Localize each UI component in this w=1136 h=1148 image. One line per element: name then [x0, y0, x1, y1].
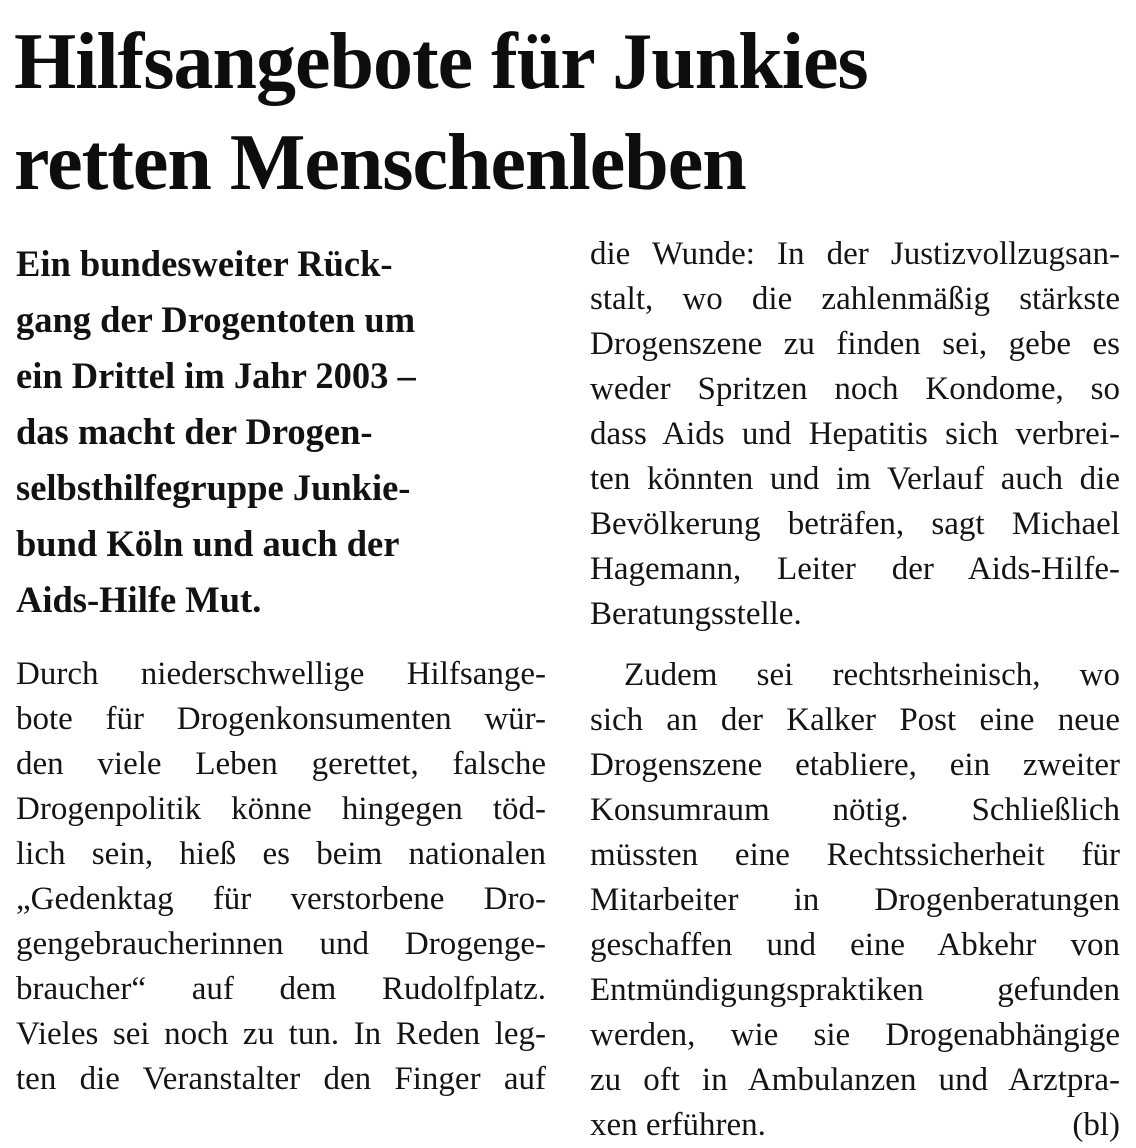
body-line: Bevölkerung beträfen, sagt Michael — [590, 506, 1120, 542]
lead-line: das macht der Drogen- — [16, 411, 373, 452]
headline-line: Hilfsangebote für Junkies — [14, 18, 868, 106]
lead-line: ein Drittel im Jahr 2003 – — [16, 355, 416, 396]
lead-line: bund Köln und auch der — [16, 523, 400, 564]
body-line: weder Spritzen noch Kondome, so — [590, 371, 1120, 407]
body-line: braucher“ auf dem Rudolfplatz. — [16, 971, 546, 1007]
body-right-paragraph-1 — [590, 232, 1120, 637]
body-line: müssten eine Rechtssicherheit für — [590, 837, 1120, 873]
body-line: dass Aids und Hepatitis sich verbrei- — [590, 416, 1120, 452]
body-line: Drogenszene etabliere, ein zweiter — [590, 747, 1120, 783]
body-line: geschaffen und eine Abkehr von — [590, 927, 1120, 963]
body-line: Drogenpolitik könne hingegen töd- — [16, 791, 546, 827]
body-line: Entmündigungspraktiken gefunden — [590, 972, 1120, 1008]
lead-line: Ein bundesweiter Rück- — [16, 243, 393, 284]
paragraph-gap — [590, 637, 1120, 653]
body-line: Hagemann, Leiter der Aids-Hilfe- — [590, 551, 1120, 587]
author-signature: (bl) — [1072, 1107, 1120, 1143]
final-line-text: xen erführen. — [590, 1107, 766, 1143]
headline-line: retten Menschenleben — [14, 119, 746, 207]
body-line: Zudem sei rechtsrheinisch, wo — [624, 657, 1120, 693]
body-line: ten die Veranstalter den Finger auf — [16, 1061, 546, 1097]
body-line: Mitarbeiter in Drogenberatungen — [590, 882, 1120, 918]
body-line: lich sein, hieß es beim nationalen — [16, 836, 546, 872]
body-line: Drogenszene zu finden sei, gebe es — [590, 326, 1120, 362]
body-line: werden, wie sie Drogenabhängige — [590, 1017, 1120, 1053]
body-line: die Wunde: In der Justizvollzugsan- — [590, 236, 1120, 272]
body-line: gengebraucherinnen und Drogenge- — [16, 926, 546, 962]
article-headline — [14, 12, 1124, 214]
body-line: ten könnten und im Verlauf auch die — [590, 461, 1120, 497]
lead-line: gang der Drogentoten um — [16, 299, 416, 340]
body-line: sich an der Kalker Post eine neue — [590, 702, 1120, 738]
body-line: bote für Drogenkonsumenten wür- — [16, 701, 546, 737]
body-line: Vieles sei noch zu tun. In Reden leg- — [16, 1016, 546, 1052]
body-line: „Gedenktag für verstorbene Dro- — [16, 881, 546, 917]
body-line: Beratungsstelle. — [590, 596, 802, 632]
final-line — [590, 1103, 1120, 1148]
body-line: stalt, wo die zahlenmäßig stärkste — [590, 281, 1120, 317]
body-line: Durch niederschwellige Hilfsange- — [16, 656, 546, 692]
right-column — [590, 232, 1120, 1148]
lead-line: Aids-Hilfe Mut. — [16, 579, 262, 620]
lead-line: selbsthilfegruppe Junkie- — [16, 467, 411, 508]
body-line: zu oft in Ambulanzen und Arztpra- — [590, 1062, 1120, 1098]
body-line: Konsumraum nötig. Schließlich — [590, 792, 1120, 828]
body-left-paragraph — [16, 652, 546, 1102]
left-column — [16, 236, 546, 1097]
body-right-paragraph-2 — [590, 653, 1120, 1148]
body-line: den viele Leben gerettet, falsche — [16, 746, 546, 782]
article-lead — [16, 236, 546, 628]
